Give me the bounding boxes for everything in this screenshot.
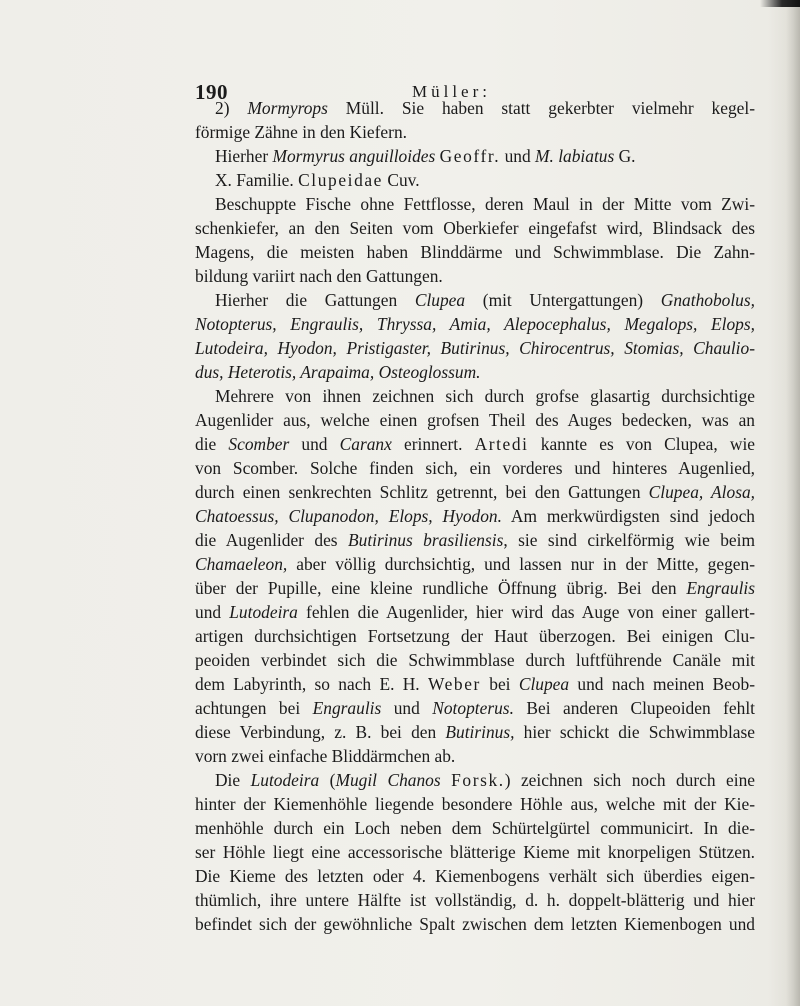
text-segment: Augenlider aus, welche einen grofsen Theil des Auges bedecken, was an — [195, 410, 755, 430]
text-segment: ser Höhle liegt eine accessorische blätterige Kieme mit knorpeligen Stützen. — [195, 842, 755, 862]
text-line — [195, 264, 755, 288]
text-segment: Bei anderen Clupeoiden fehlt — [513, 698, 756, 718]
text-line — [195, 456, 755, 480]
text-line — [195, 696, 755, 720]
text-segment: Scomber — [228, 434, 290, 454]
text-segment: befindet sich der gewöhnliche Spalt zwischen dem letzten Kiemenbogen und — [195, 914, 755, 934]
text-segment: durch einen senkrechten Schlitz getrennt, bei den Gattungen — [195, 482, 649, 502]
text-segment: erinnert. — [391, 434, 475, 454]
text-segment: Butirinus, — [445, 722, 515, 742]
text-segment: G. — [614, 146, 636, 166]
text-segment: aber völlig durchsichtig, und lassen nur in der Mitte, gegen- — [287, 554, 755, 574]
text-segment: bildung variirt nach den Gattungen. — [195, 266, 443, 286]
text-line — [195, 480, 755, 504]
text-line — [195, 408, 755, 432]
text-segment: , sie sind cirkelförmig wie beim — [503, 530, 755, 550]
text-line — [195, 432, 755, 456]
text-segment: kannte es von Clupea, wie — [528, 434, 756, 454]
text-segment: Clupea — [518, 674, 570, 694]
text-segment: thümlich, ihre untere Hälfte ist vollständig, d. h. doppelt-blätterig und hier — [195, 890, 755, 910]
text-segment: Notopterus. — [432, 698, 514, 718]
text-line — [195, 840, 755, 864]
text-line — [195, 888, 755, 912]
text-segment: und — [195, 602, 230, 622]
text-line — [195, 792, 755, 816]
text-segment: Mormyrus anguilloides — [272, 146, 436, 166]
text-segment: Clupeidae — [298, 170, 383, 190]
text-line — [195, 720, 755, 744]
text-segment: Mormyrops — [247, 98, 328, 118]
text-line — [195, 528, 755, 552]
text-segment: X. Familie. — [215, 170, 299, 190]
text-line — [195, 504, 755, 528]
text-segment: Cuv. — [383, 170, 420, 190]
text-segment: hier schickt die Schwimmblase — [514, 722, 755, 742]
page-edge-shadow — [786, 0, 800, 1006]
text-segment: Butirinus brasiliensis — [348, 530, 504, 550]
text-segment: 2) — [215, 98, 248, 118]
text-segment: Hierher die Gattungen — [215, 290, 415, 310]
text-segment: Chatoessus, Clupanodon, Elops, Hyodon. — [195, 506, 502, 526]
text-line — [195, 816, 755, 840]
text-segment: dus, Heterotis, Arapaima, Osteoglossum. — [195, 362, 481, 382]
text-line — [195, 648, 755, 672]
text-segment: Chamaeleon, — [195, 554, 288, 574]
text-segment: Engraulis — [312, 698, 382, 718]
text-line — [195, 240, 755, 264]
text-segment: (mit Untergattungen) — [465, 290, 661, 310]
text-segment: Weber — [427, 674, 481, 694]
text-segment: Am merkwürdigsten sind jedoch — [501, 506, 755, 526]
scan-corner-mark — [760, 0, 800, 7]
text-segment: Müll. Sie haben statt gekerbter vielmehr kegel- — [327, 98, 755, 118]
text-segment: Artedi — [474, 434, 529, 454]
text-segment: Caranx — [339, 434, 392, 454]
text-segment: Die Kieme des letzten oder 4. Kiemenbogens verhält sich überdies eigen- — [195, 866, 755, 886]
text-segment: ) zeichnen sich noch durch eine — [504, 770, 756, 790]
text-segment: M. labiatus — [535, 146, 615, 166]
text-segment: und — [289, 434, 340, 454]
text-line — [195, 744, 755, 768]
text-segment: hinter der Kiemenhöhle liegende besondere Höhle aus, welche mit der Kie- — [195, 794, 755, 814]
text-segment: Clupea, Alosa, — [648, 482, 756, 502]
text-segment: und nach meinen Beob- — [569, 674, 755, 694]
text-segment: Beschuppte Fische ohne Fettflosse, deren Maul in der Mitte vom Zwi- — [215, 194, 755, 214]
text-line — [195, 600, 755, 624]
text-segment: von Scomber. Solche finden sich, ein vorderes und hinteres Augenlied, — [195, 458, 755, 478]
text-line — [195, 552, 755, 576]
text-line — [215, 288, 755, 312]
text-segment: Lutodeira, Hyodon, Pristigaster, Butirinus, Chirocentrus, Stomias, Chaulio- — [195, 338, 755, 358]
text-segment: förmige Zähne in den Kiefern. — [195, 122, 407, 142]
text-segment: Die — [215, 770, 251, 790]
running-head: Müller: — [412, 82, 491, 101]
text-segment: die — [195, 434, 229, 454]
text-segment: peoiden verbindet sich die Schwimmblase durch luftführende Canäle mit — [195, 650, 755, 670]
text-segment: Magens, die meisten haben Blinddärme und Schwimmblase. Die Zahn- — [195, 242, 755, 262]
text-line — [215, 144, 755, 168]
text-line — [195, 312, 755, 336]
text-segment: Clupea — [414, 290, 466, 310]
text-segment: schenkiefer, an den Seiten vom Oberkiefer eingefafst wird, Blindsack des — [195, 218, 755, 238]
text-segment: und — [381, 698, 433, 718]
text-segment: artigen durchsichtigen Fortsetzung der Haut überzogen. Bei einigen Clu- — [195, 626, 755, 646]
text-segment: Geoffr. — [439, 146, 501, 166]
text-segment: Gnathobolus, — [660, 290, 755, 310]
text-segment: bei — [480, 674, 519, 694]
text-segment: und — [500, 146, 536, 166]
page-number: 190 — [195, 80, 228, 104]
text-segment: dem Labyrinth, so nach E. H. — [195, 674, 428, 694]
text-segment: Notopterus, Engraulis, Thryssa, Amia, Alepocephalus, Megalops, Elops, — [195, 314, 755, 334]
text-line — [195, 912, 755, 936]
text-segment: Lutodeira — [229, 602, 298, 622]
text-line — [195, 624, 755, 648]
text-segment: die Augenlider des — [195, 530, 348, 550]
text-segment: über der Pupille, eine kleine rundliche Öffnung übrig. Bei den — [195, 578, 687, 598]
text-segment: Hierher — [215, 146, 273, 166]
text-line — [215, 168, 755, 192]
text-segment — [441, 770, 451, 790]
text-segment: Mugil Chanos — [335, 770, 441, 790]
text-line — [215, 96, 755, 120]
text-line — [215, 768, 755, 792]
text-segment: menhöhle durch ein Loch neben dem Schürtelgürtel communicirt. In die- — [195, 818, 755, 838]
text-segment: Mehrere von ihnen zeichnen sich durch grofse glasartig durchsichtige — [215, 386, 755, 406]
text-segment: Engraulis — [686, 578, 755, 598]
text-segment: vorn zwei einfache Bliddärmchen ab. — [195, 746, 456, 766]
text-line — [215, 192, 755, 216]
text-segment: diese Verbindung, z. B. bei den — [195, 722, 446, 742]
text-line — [195, 336, 755, 360]
text-line — [195, 120, 755, 144]
text-segment: Forsk. — [451, 770, 505, 790]
text-segment: ( — [319, 770, 336, 790]
text-line — [215, 384, 755, 408]
text-segment: fehlen die Augenlider, hier wird das Auge von einer gallert- — [297, 602, 755, 622]
text-line — [195, 576, 755, 600]
text-segment: achtungen bei — [195, 698, 313, 718]
text-line — [195, 360, 755, 384]
text-line — [195, 864, 755, 888]
text-line — [195, 216, 755, 240]
text-line — [195, 672, 755, 696]
text-segment: Lutodeira — [250, 770, 320, 790]
